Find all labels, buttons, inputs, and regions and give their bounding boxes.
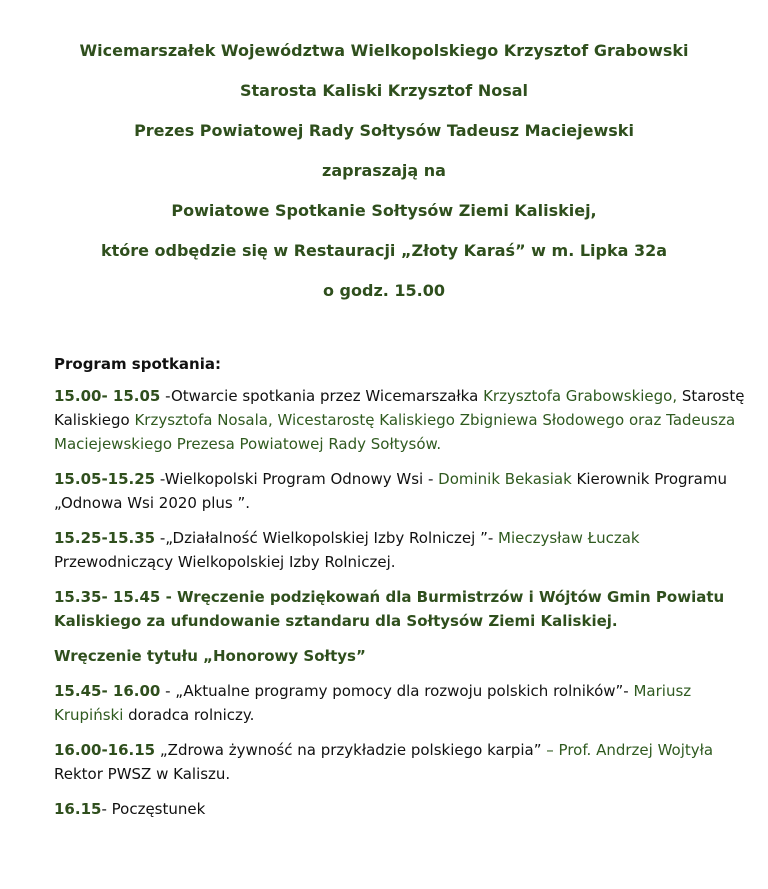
item-person: Krzysztofa Grabowskiego, (483, 387, 678, 405)
program-item (54, 738, 754, 786)
program-section (54, 352, 754, 832)
item-person: Mieczysław Łuczak (498, 529, 640, 547)
item-time: 15.45- 16.00 (54, 682, 161, 700)
item-time: 15.05-15.25 (54, 470, 156, 488)
item-time: 15.35- 15.45 (54, 588, 161, 606)
program-item (54, 467, 754, 515)
item-text: - Poczęstunek (101, 800, 206, 818)
item-text: -Wielkopolski Program Odnowy Wsi - (155, 470, 439, 488)
program-item (54, 797, 754, 821)
item-person: – Prof. Andrzej Wojtyła (546, 741, 714, 759)
invitation-header (0, 38, 768, 318)
item-text: „Zdrowa żywność na przykładzie polskiego karpia” (155, 741, 547, 759)
header-line-time: o godz. 15.00 (322, 281, 446, 300)
item-text: Rektor PWSZ w Kaliszu. (54, 765, 231, 783)
header-line-invite: zapraszają na (322, 161, 446, 180)
item-time: 16.15 (54, 800, 102, 818)
item-text: Przewodniczący Wielkopolskiej Izby Rolniczej. (54, 553, 396, 571)
item-text: Wręczenie tytułu „Honorowy Sołtys” (54, 647, 366, 665)
item-time: 16.00-16.15 (54, 741, 156, 759)
program-item (54, 384, 754, 456)
item-time: 15.25-15.35 (54, 529, 156, 547)
header-line-starost: Starosta Kaliski Krzysztof Nosal (240, 81, 528, 100)
program-item (54, 585, 754, 633)
item-text: Starostę Kaliskiego (54, 387, 745, 429)
item-person: Dominik Bekasiak (438, 470, 572, 488)
header-line-vice-marshal: Wicemarszałek Województwa Wielkopolskiego Krzysztof Grabowski (79, 41, 689, 60)
program-item-honorary-title (54, 644, 754, 668)
item-text: - Wręczenie podziękowań dla Burmistrzów i Wójtów Gmin Powiatu Kaliskiego za ufundowanie sztandaru dla Sołtysów Ziemi Kaliskiej. (54, 588, 725, 630)
item-time: 15.00- 15.05 (54, 387, 161, 405)
header-line-council-president: Prezes Powiatowej Rady Sołtysów Tadeusz Maciejewski (134, 121, 634, 140)
item-text: -„Działalność Wielkopolskiej Izby Rolniczej ”- (155, 529, 499, 547)
item-text: doradca rolniczy. (123, 706, 255, 724)
item-text: - „Aktualne programy pomocy dla rozwoju polskich rolników”- (160, 682, 634, 700)
header-line-event-name: Powiatowe Spotkanie Sołtysów Ziemi Kaliskiej, (171, 201, 597, 220)
program-item (54, 526, 754, 574)
header-line-venue: które odbędzie się w Restauracji „Złoty Karaś” w m. Lipka 32a (100, 241, 668, 260)
item-person: Krzysztofa Nosala, Wicestarostę Kaliskiego Zbigniewa Słodowego oraz Tadeusza Maciejewskiego Prezesa Powiatowej Rady Sołtysów. (54, 411, 736, 453)
item-text: Kierownik Programu „Odnowa Wsi 2020 plus ”. (54, 470, 727, 512)
item-person: Mariusz Krupiński (54, 682, 692, 724)
item-text: -Otwarcie spotkania przez Wicemarszałka (160, 387, 484, 405)
program-item (54, 679, 754, 727)
program-title: Program spotkania: (54, 355, 221, 373)
